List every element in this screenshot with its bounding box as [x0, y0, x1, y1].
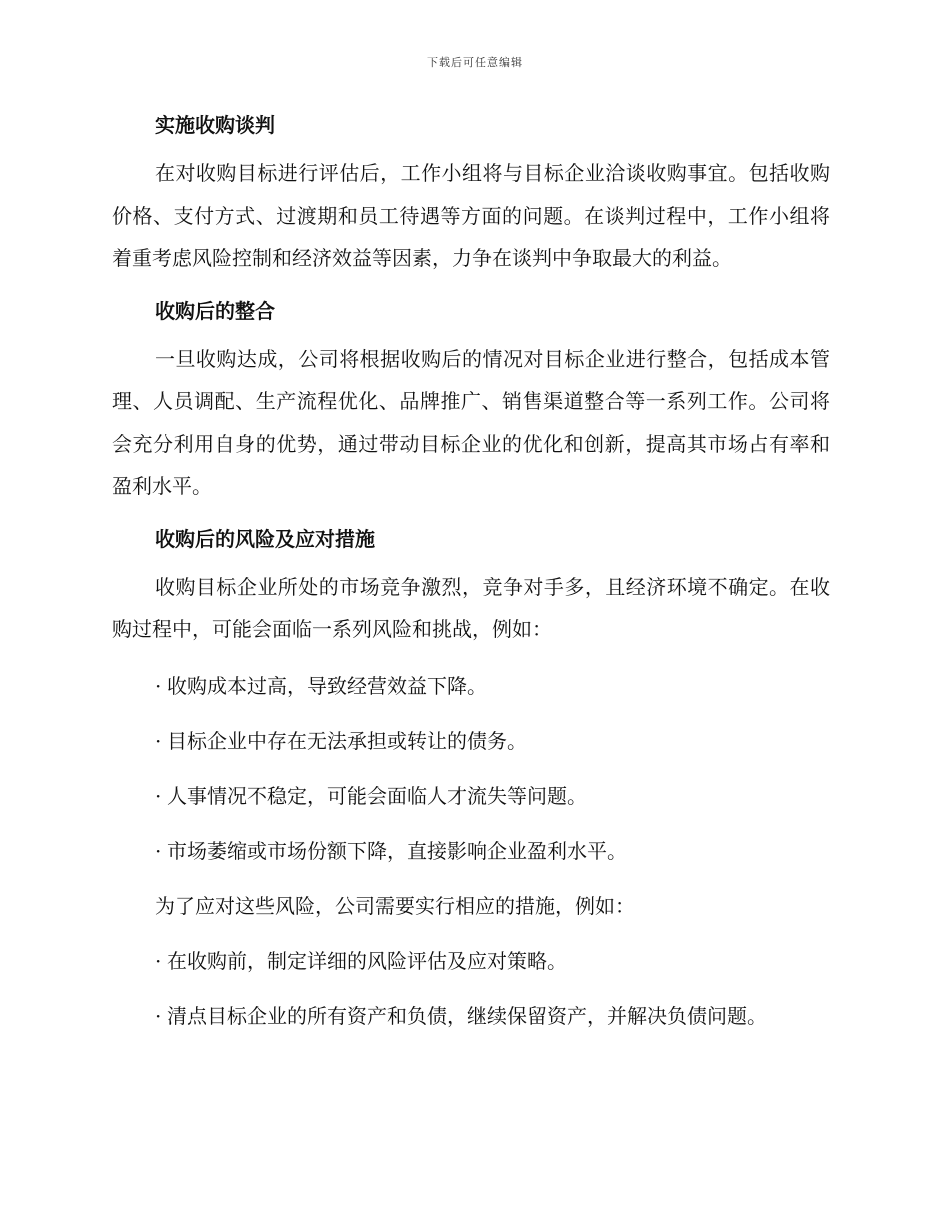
measures-intro: 为了应对这些风险，公司需要实行相应的措施，例如： — [155, 893, 635, 918]
section-heading-integration: 收购后的整合 — [155, 298, 275, 323]
section-paragraph-risks: 收购目标企业所处的市场竞争激烈，竞争对手多，且经济环境不确定。在收购过程中，可能会面临一系列风险和挑战，例如： — [112, 574, 830, 641]
list-item-text: 目标企业中存在无法承担或转让的债务。 — [167, 728, 527, 753]
list-item — [112, 989, 830, 1044]
bullet-icon: · — [155, 1003, 162, 1028]
section-heading-negotiation: 实施收购谈判 — [155, 113, 275, 137]
list-item — [112, 714, 830, 769]
list-item — [112, 659, 830, 714]
section-paragraph-negotiation: 在对收购目标进行评估后，工作小组将与目标企业洽谈收购事宜。包括收购价格、支付方式、过渡期和员工待遇等方面的问题。在谈判过程中，工作小组将着重考虑风险控制和经济效益等因素，力争在谈判中争取最大的利益。 — [112, 161, 830, 270]
bullet-icon: · — [155, 783, 162, 808]
bullet-icon: · — [155, 948, 162, 973]
list-item-text: 收购成本过高，导致经营效益下降。 — [167, 673, 487, 698]
section-paragraph-integration: 一旦收购达成，公司将根据收购后的情况对目标企业进行整合，包括成本管理、人员调配、生产流程优化、品牌推广、销售渠道整合等一系列工作。公司将会充分利用自身的优势，通过带动目标企业的优化和创新，提高其市场占有率和盈利水平。 — [112, 346, 830, 498]
list-item — [112, 824, 830, 879]
header-note: 下载后可任意编辑 — [427, 56, 523, 69]
section-heading-risks: 收购后的风险及应对措施 — [155, 526, 375, 551]
list-item-text: 在收购前，制定详细的风险评估及应对策略。 — [167, 948, 567, 973]
list-item-text: 市场萎缩或市场份额下降，直接影响企业盈利水平。 — [167, 838, 627, 863]
list-item-text: 人事情况不稳定，可能会面临人才流失等问题。 — [167, 783, 587, 808]
bullet-icon: · — [155, 728, 162, 753]
bullet-icon: · — [155, 673, 162, 698]
bullet-icon: · — [155, 838, 162, 863]
measure-list — [112, 934, 830, 1044]
list-item — [112, 769, 830, 824]
risk-list — [112, 659, 830, 879]
document-body — [112, 108, 830, 1044]
list-item — [112, 934, 830, 989]
list-item-text: 清点目标企业的所有资产和负债，继续保留资产，并解决负债问题。 — [167, 1003, 767, 1028]
